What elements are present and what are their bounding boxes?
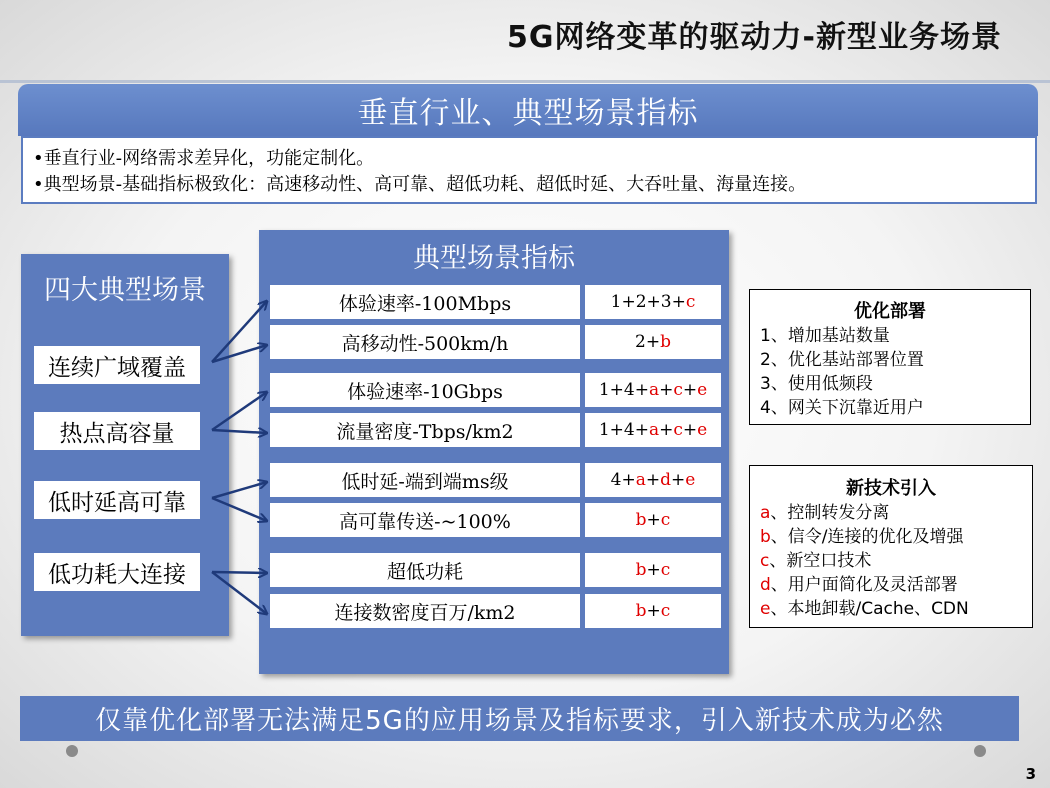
arrow-latency-to-reliable: [212, 498, 267, 521]
optimization-item: 2、优化基站部署位置: [760, 350, 924, 370]
metric-solution-code: 4+ a + d + e: [585, 463, 721, 497]
arrow-hotspot-to-10gbps: [212, 392, 267, 430]
scenario-low-latency: 低时延高可靠: [34, 481, 200, 519]
optimization-item: 3、使用低频段: [760, 374, 873, 394]
slide-title: 5G网络变革的驱动力-新型业务场景: [507, 20, 1002, 55]
optimization-box: [749, 289, 1031, 425]
metric-label: 连接数密度百万/km2: [270, 594, 580, 628]
metric-solution-code: 2+ b: [585, 325, 721, 359]
metric-solution-code: b + c: [585, 503, 721, 537]
new-tech-item: a、控制转发分离: [760, 503, 890, 523]
section-banner: 垂直行业、典型场景指标: [18, 84, 1038, 136]
new-tech-item: b、信令/连接的优化及增强: [760, 527, 964, 547]
metric-label: 高可靠传送-~100%: [270, 503, 580, 537]
metric-label: 超低功耗: [270, 553, 580, 587]
metric-label: 体验速率-100Mbps: [270, 285, 580, 319]
new-tech-item: c、新空口技术: [760, 551, 872, 571]
scenario-massive-connection: 低功耗大连接: [34, 553, 200, 591]
metric-solution-code: 1+4+ a + c + e: [585, 373, 721, 407]
metrics-heading: 典型场景指标: [413, 243, 575, 274]
right-dot: [974, 745, 986, 757]
scenario-hotspot-capacity: 热点高容量: [34, 412, 200, 450]
new-tech-box: [749, 465, 1033, 628]
intro-line-1: •垂直行业-网络需求差异化，功能定制化。: [33, 148, 375, 169]
metric-solution-code: 1+4+ a + c + e: [585, 413, 721, 447]
metric-solution-code: b + c: [585, 594, 721, 628]
optimization-item: 4、网关下沉靠近用户: [760, 398, 924, 418]
metric-label: 体验速率-10Gbps: [270, 373, 580, 407]
scenario-wide-coverage: 连续广域覆盖: [34, 346, 200, 384]
new-tech-item: d、用户面简化及灵活部署: [760, 575, 958, 595]
metric-solution-code: b + c: [585, 553, 721, 587]
metric-solution-code: 1+2+3+ c: [585, 285, 721, 319]
arrow-connection-to-power: [212, 572, 267, 573]
optimization-heading: 优化部署: [854, 301, 926, 322]
optimization-item: 1、增加基站数量: [760, 326, 890, 346]
arrow-connection-to-density: [212, 572, 267, 614]
metric-label: 高移动性-500km/h: [270, 325, 580, 359]
left-dot: [66, 745, 78, 757]
new-tech-heading: 新技术引入: [846, 478, 936, 499]
intro-line-2: •典型场景-基础指标极致化：高速移动性、高可靠、超低功耗、超低时延、大吞吐量、海量连接。: [33, 174, 807, 195]
arrow-hotspot-to-density: [212, 430, 267, 433]
arrow-latency-to-ms: [212, 482, 267, 498]
new-tech-item: e、本地卸载/Cache、CDN: [760, 599, 969, 619]
metric-label: 低时延-端到端ms级: [270, 463, 580, 497]
page-number: 3: [1025, 765, 1036, 783]
scenarios-heading: 四大典型场景: [44, 275, 206, 306]
metric-label: 流量密度-Tbps/km2: [270, 413, 580, 447]
conclusion-banner: 仅靠优化部署无法满足5G的应用场景及指标要求，引入新技术成为必然: [20, 696, 1019, 741]
